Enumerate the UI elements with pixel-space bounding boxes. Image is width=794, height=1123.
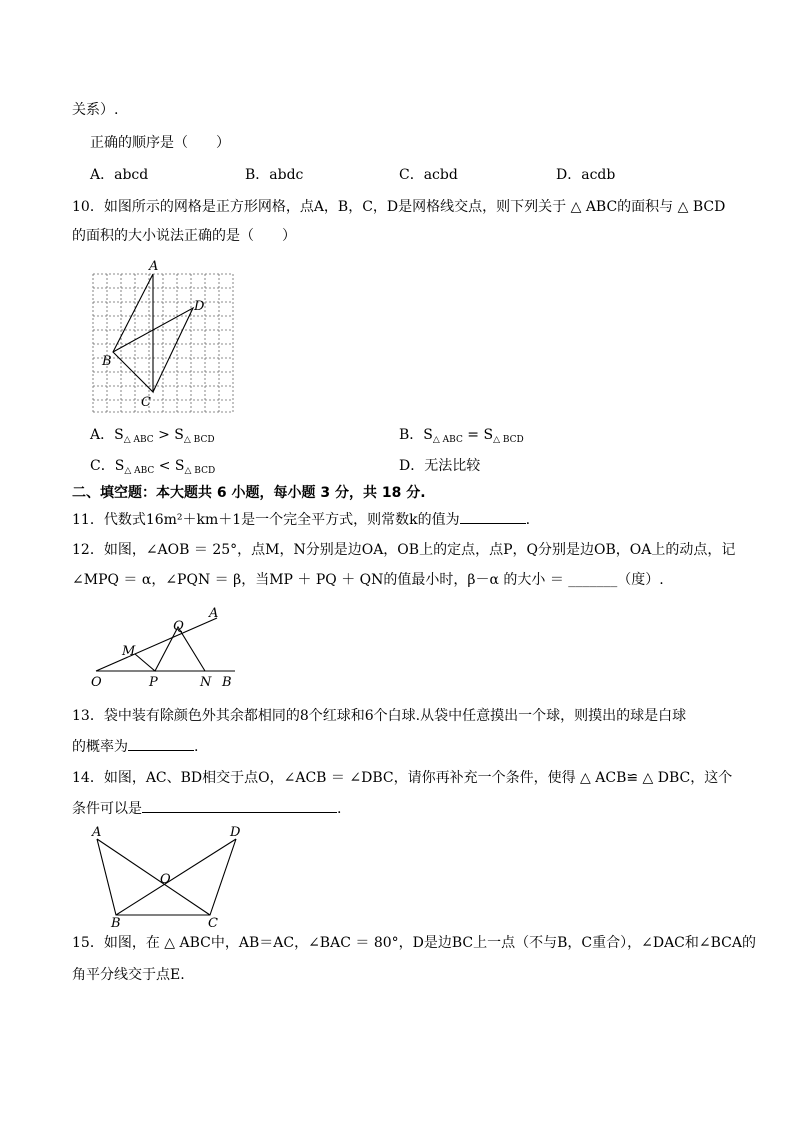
label-c: C <box>208 916 218 930</box>
label-d: D <box>230 825 241 840</box>
q9-option-d: D．acdb <box>556 167 616 183</box>
grid-lines <box>93 274 233 412</box>
q12-line1: 12．如图，∠AOB ＝ 25°，点M，N分别是边OA，OB上的定点，点P，Q分别是边OB，OA上的动点，记 <box>72 542 736 558</box>
q11-answer-blank[interactable] <box>460 509 526 524</box>
q13-answer-blank[interactable] <box>128 736 194 751</box>
q14-line1: 14．如图，AC、BD相交于点O，∠ACB ＝ ∠DBC，请你再补充一个条件，使得 △ ACB≌ △ DBC，这个 <box>72 770 733 786</box>
label-n: N <box>200 675 212 690</box>
q10-option-b: B．$S_{\triangle ABC} = S_{\triangle BCD}$ <box>399 427 524 445</box>
label-a: A <box>149 259 159 274</box>
label-m: M <box>122 644 136 659</box>
q12-line2: ∠MPQ ＝ α，∠PQN ＝ β，当MP ＋ PQ ＋ QN的值最小时，β－α 的大小 ＝ _______（度）. <box>72 572 664 588</box>
label-o: O <box>91 675 102 690</box>
label-a: A <box>92 825 102 840</box>
diagonal-db <box>116 839 236 915</box>
section-heading: 二、填空题：本大题共 6 小题，每小题 3 分，共 18 分. <box>72 485 426 501</box>
q14-line2: 条件可以是 . <box>72 798 341 819</box>
q11-line: 11．代数式16m²＋km＋1是一个完全平方式，则常数k的值为 . <box>72 509 530 530</box>
q14-answer-blank[interactable] <box>142 798 337 813</box>
q10-option-c: C．$S_{\triangle ABC} < S_{\triangle BCD}$ <box>90 458 216 476</box>
label-d: D <box>194 299 205 314</box>
label-b: B <box>222 675 232 690</box>
q9-option-a: A．abcd <box>90 167 149 183</box>
q9-tail: 关系）. <box>72 102 119 118</box>
label-p: P <box>149 675 158 690</box>
ray-oa <box>96 618 217 671</box>
q15-line1: 15．如图，在 △ ABC中，AB＝AC，∠BAC ＝ 80°，D是边BC上一点（不与B，C重合），∠DAC和∠BCA的 <box>72 935 756 951</box>
label-a: A <box>209 606 219 621</box>
q10-grid-figure <box>85 258 245 418</box>
triangles <box>113 274 193 392</box>
q15-line2: 角平分线交于点E. <box>72 967 185 983</box>
q10-option-d: D．无法比较 <box>399 458 481 474</box>
q13-line1: 13．袋中装有除颜色外其余都相同的8个红球和6个白球.从袋中任意摸出一个球，则摸出的球是白球 <box>72 708 687 724</box>
diagonal-ac <box>97 839 210 915</box>
q12-angle-figure <box>85 600 245 692</box>
q10-line2: 的面积的大小说法正确的是（ ） <box>72 228 296 244</box>
q14-figure <box>85 820 255 930</box>
label-c: C <box>141 395 151 410</box>
q10-line1: 10．如图所示的网格是正方形网格，点A，B，C，D是网格线交点，则下列关于 △ ABC的面积与 △ BCD <box>72 199 726 215</box>
q13-line2: 的概率为 . <box>72 736 198 757</box>
q9-option-b: B．abdc <box>245 167 304 183</box>
q9-prompt: 正确的顺序是（ ） <box>90 135 230 151</box>
label-b: B <box>111 916 121 930</box>
label-b: B <box>102 354 112 369</box>
label-o: O <box>160 872 171 887</box>
q9-option-c: C．acbd <box>399 167 458 183</box>
label-q: Q <box>173 619 184 634</box>
q10-option-a: A．$S_{\triangle ABC} > S_{\triangle BCD}$ <box>90 427 215 445</box>
